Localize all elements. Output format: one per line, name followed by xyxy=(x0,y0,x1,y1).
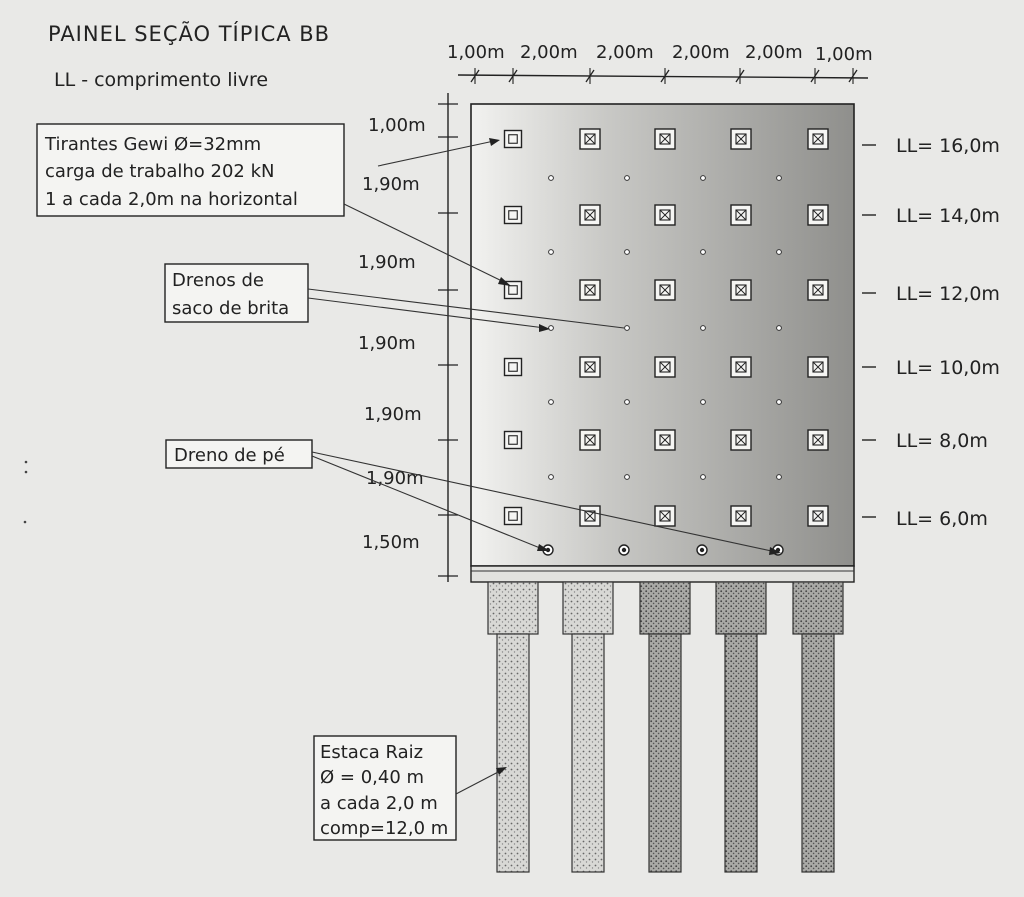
pile-cap xyxy=(793,582,843,634)
horizontal-dimensions xyxy=(447,42,873,65)
pile-cap xyxy=(563,582,613,634)
hdim-label: 2,00m xyxy=(596,42,654,63)
ll-label: LL= 12,0m xyxy=(896,283,1000,305)
drain-dot-icon xyxy=(549,475,554,480)
drain-dot-icon xyxy=(777,176,782,181)
drawing-subtitle: LL - comprimento livre xyxy=(54,69,269,91)
hdim-label: 2,00m xyxy=(520,42,578,63)
anchor-head-icon xyxy=(505,207,522,224)
vdim-label: 1,90m xyxy=(366,468,424,489)
ll-label: LL= 16,0m xyxy=(896,135,1000,157)
pile-cap xyxy=(488,582,538,634)
callout-text: carga de trabalho 202 kN xyxy=(45,161,275,182)
callout-text: Dreno de pé xyxy=(174,445,285,466)
hdim-label: 2,00m xyxy=(745,42,803,63)
drain-dot-icon xyxy=(549,250,554,255)
hdim-label: 1,00m xyxy=(447,42,505,63)
ll-label: LL= 14,0m xyxy=(896,205,1000,227)
drain-dot-icon xyxy=(549,400,554,405)
vdim-label: 1,50m xyxy=(362,532,420,553)
callout-text: Estaca Raiz xyxy=(320,742,424,763)
hdim-label: 1,00m xyxy=(815,44,873,65)
anchor-head-icon xyxy=(505,508,522,525)
root-pile-shaft xyxy=(649,634,681,872)
drain-dot-icon xyxy=(701,400,706,405)
root-piles xyxy=(488,582,843,872)
anchor-head-icon xyxy=(505,432,522,449)
root-pile-shaft xyxy=(572,634,604,872)
callout-text: comp=12,0 m xyxy=(320,818,449,839)
callout-text: a cada 2,0 m xyxy=(320,793,438,814)
root-pile-shaft xyxy=(497,634,529,872)
top-dimension-line xyxy=(458,75,868,78)
vdim-label: 1,90m xyxy=(364,404,422,425)
drain-dot-icon xyxy=(777,475,782,480)
drain-dot-icon xyxy=(777,400,782,405)
callout-text: Tirantes Gewi Ø=32mm xyxy=(45,134,262,155)
drain-dot-icon xyxy=(625,475,630,480)
foot-drain-core xyxy=(622,548,626,552)
anchor-head-icon xyxy=(505,131,522,148)
scan-marks xyxy=(24,461,28,524)
drain-dot-icon xyxy=(625,326,630,331)
scan-dot xyxy=(24,521,27,524)
drain-dot-icon xyxy=(625,250,630,255)
pile-cap xyxy=(716,582,766,634)
drain-dot-icon xyxy=(701,475,706,480)
scan-dot xyxy=(25,461,28,464)
drain-dot-icon xyxy=(549,176,554,181)
ll-label: LL= 6,0m xyxy=(896,508,988,530)
drawing-title: PAINEL SEÇÃO TÍPICA BB xyxy=(48,22,331,46)
callout-tirantes xyxy=(37,124,511,286)
drain-dot-icon xyxy=(625,400,630,405)
root-pile-shaft xyxy=(802,634,834,872)
callout-text: 1 a cada 2,0m na horizontal xyxy=(45,189,298,210)
free-length-labels xyxy=(862,135,1000,530)
callout-text: saco de brita xyxy=(172,298,290,319)
drain-dot-icon xyxy=(777,326,782,331)
foot-drain-core xyxy=(700,548,704,552)
hdim-label: 2,00m xyxy=(672,42,730,63)
vdim-label: 1,00m xyxy=(368,115,426,136)
drain-dot-icon xyxy=(549,326,554,331)
panel-base-beam xyxy=(471,566,854,582)
ll-label: LL= 10,0m xyxy=(896,357,1000,379)
drain-dot-icon xyxy=(701,326,706,331)
drain-dot-icon xyxy=(625,176,630,181)
vertical-dimensions xyxy=(358,115,426,553)
anchor-head-icon xyxy=(505,359,522,376)
drain-dot-icon xyxy=(701,250,706,255)
callout-text: Ø = 0,40 m xyxy=(320,767,425,788)
leader-line xyxy=(456,770,502,794)
vdim-label: 1,90m xyxy=(362,174,420,195)
pile-cap xyxy=(640,582,690,634)
concrete-panel xyxy=(471,104,854,566)
scan-dot xyxy=(25,471,28,474)
root-pile-shaft xyxy=(725,634,757,872)
drain-dot-icon xyxy=(777,250,782,255)
callout-estaca-raiz xyxy=(314,736,507,840)
vdim-label: 1,90m xyxy=(358,252,416,273)
vdim-label: 1,90m xyxy=(358,333,416,354)
callout-text: Drenos de xyxy=(172,270,264,291)
ll-label: LL= 8,0m xyxy=(896,430,988,452)
drain-dot-icon xyxy=(701,176,706,181)
